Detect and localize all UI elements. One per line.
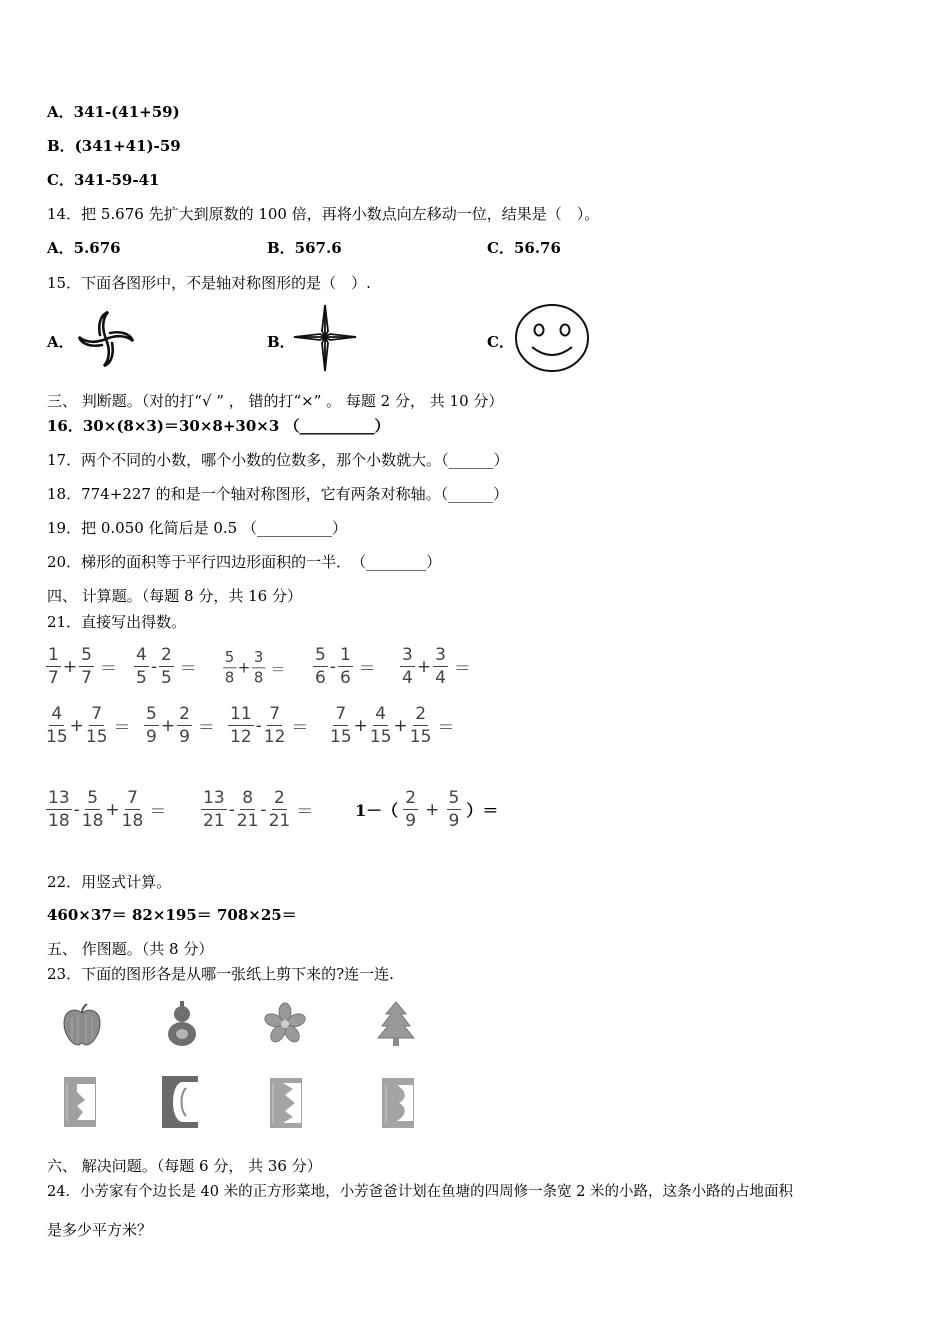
fraction bbox=[330, 703, 352, 748]
paper-cut-1 bbox=[63, 1076, 97, 1128]
numerator: 7 bbox=[335, 704, 347, 724]
denominator: 4 bbox=[402, 668, 413, 688]
denominator: 8 bbox=[224, 669, 235, 687]
numerator: 2 bbox=[415, 704, 427, 724]
equals-sign: ＝ bbox=[437, 718, 455, 738]
q14-option-a: A．5.676 bbox=[47, 239, 121, 257]
operator: - bbox=[329, 656, 336, 677]
paper-cut-3 bbox=[269, 1077, 303, 1129]
numerator: 7 bbox=[127, 788, 138, 808]
paper-cut-4 bbox=[381, 1077, 415, 1129]
operator: + bbox=[62, 656, 78, 677]
numerator: 11 bbox=[230, 704, 252, 724]
cross-icon bbox=[292, 303, 358, 373]
row3-suffix: ）＝ bbox=[466, 801, 499, 820]
denominator: 15 bbox=[46, 727, 68, 747]
equals-sign: ＝ bbox=[179, 659, 197, 679]
section-5-heading: 五、 作图题。（共 8 分） bbox=[47, 940, 214, 958]
q14-option-b: B．567.6 bbox=[267, 239, 342, 257]
numerator: 4 bbox=[136, 645, 147, 665]
fraction bbox=[223, 648, 236, 688]
denominator: 8 bbox=[253, 669, 264, 687]
row2-expression-2 bbox=[144, 703, 217, 748]
fraction bbox=[122, 787, 144, 832]
numerator: 7 bbox=[91, 704, 103, 724]
fraction bbox=[338, 644, 353, 689]
operator: - bbox=[73, 799, 80, 820]
section-3-heading: 三、 判断题。（对的打“√ ” ， 错的打“×” 。 每题 2 分， 共 10 分） bbox=[47, 392, 504, 410]
fraction bbox=[264, 703, 286, 748]
operator: + bbox=[237, 659, 251, 677]
equals-sign: ＝ bbox=[270, 661, 286, 679]
equals-sign: ＝ bbox=[358, 659, 376, 679]
denominator: 6 bbox=[339, 668, 351, 688]
tree-icon bbox=[376, 1000, 416, 1048]
q22-expressions: 460×37＝ 82×195＝ 708×25＝ bbox=[47, 906, 297, 924]
numerator: 2 bbox=[160, 645, 172, 665]
operator: + bbox=[393, 715, 408, 736]
fraction bbox=[86, 703, 108, 748]
fraction bbox=[252, 648, 265, 688]
fraction bbox=[159, 644, 174, 689]
operator: - bbox=[228, 799, 235, 820]
denominator: 15 bbox=[330, 727, 352, 747]
fraction bbox=[313, 644, 328, 689]
q14-option-c: C．56.76 bbox=[487, 239, 561, 257]
numerator: 3 bbox=[253, 648, 264, 667]
paper-cut-2 bbox=[160, 1074, 200, 1130]
apple-icon bbox=[60, 1003, 104, 1047]
operator: + bbox=[105, 799, 120, 820]
q15-stem: 15．下面各图形中，不是轴对称图形的是（ ）. bbox=[47, 274, 371, 292]
q15-label-a: A． bbox=[47, 333, 74, 351]
numerator: 13 bbox=[203, 788, 225, 808]
q13-option-b: B．(341+41)-59 bbox=[47, 137, 181, 155]
denominator: 5 bbox=[136, 668, 147, 688]
q18: 18．774+227 的和是一个轴对称图形，它有两条对称轴。（______） bbox=[47, 485, 509, 503]
numerator: 3 bbox=[435, 645, 446, 665]
numerator: 5 bbox=[81, 645, 92, 665]
denominator: 18 bbox=[81, 811, 104, 831]
equals-sign: ＝ bbox=[113, 718, 131, 738]
flower-icon bbox=[263, 1002, 307, 1046]
denominator: 15 bbox=[85, 727, 108, 747]
numerator: 13 bbox=[48, 788, 70, 808]
denominator: 21 bbox=[268, 811, 291, 831]
denominator: 12 bbox=[263, 727, 286, 747]
numerator: 5 bbox=[224, 648, 235, 667]
denominator: 18 bbox=[121, 811, 144, 831]
pinwheel-icon bbox=[72, 307, 140, 371]
row2-expression-1 bbox=[46, 703, 133, 748]
q22-stem: 22．用竖式计算。 bbox=[47, 873, 172, 891]
operator: + bbox=[353, 715, 368, 736]
row2-expression-4 bbox=[330, 703, 456, 748]
numerator: 3 bbox=[402, 645, 413, 665]
fraction bbox=[269, 787, 291, 832]
numerator: 8 bbox=[242, 788, 254, 808]
fraction bbox=[400, 644, 415, 689]
denominator: 7 bbox=[48, 668, 59, 688]
numerator: 5 bbox=[87, 788, 99, 808]
q23-stem: 23．下面的图形各是从哪一张纸上剪下来的?连一连. bbox=[47, 965, 394, 983]
numerator: 2 bbox=[273, 788, 285, 808]
fraction bbox=[228, 703, 254, 748]
q13-option-c: C．341-59-41 bbox=[47, 171, 160, 189]
denominator: 9 bbox=[146, 727, 157, 747]
row1-expression-4 bbox=[313, 644, 378, 689]
operator: + bbox=[160, 715, 176, 736]
row3-prefix: 1－（ bbox=[355, 801, 399, 820]
denominator: 12 bbox=[230, 727, 252, 747]
denominator: 21 bbox=[203, 811, 225, 831]
q15-label-b: B． bbox=[267, 333, 295, 351]
fraction bbox=[79, 644, 94, 689]
section-4-heading: 四、 计算题。（每题 8 分，共 16 分） bbox=[47, 587, 302, 605]
row3-expression-1 bbox=[46, 787, 168, 832]
equals-sign: ＝ bbox=[296, 802, 314, 822]
fraction bbox=[46, 787, 72, 832]
operator: + bbox=[416, 656, 432, 677]
fraction bbox=[201, 787, 227, 832]
row1-expression-2 bbox=[134, 644, 199, 689]
fraction bbox=[134, 644, 149, 689]
q15-label-c: C． bbox=[487, 333, 514, 351]
denominator: 15 bbox=[369, 727, 392, 747]
q24-line-1: 24．小芳家有个边长是 40 米的正方形菜地，小芳爸爸计划在鱼塘的四周修一条宽 2 米的小路，这条小路的占地面积 bbox=[47, 1184, 794, 1200]
fraction: $\frac{2}{9}$ bbox=[405, 788, 417, 831]
fraction bbox=[82, 787, 104, 832]
denominator: 6 bbox=[315, 668, 326, 688]
denominator: 21 bbox=[236, 811, 259, 831]
row1-expression-3 bbox=[223, 648, 287, 688]
numerator: 1 bbox=[339, 645, 351, 665]
equals-sign: ＝ bbox=[291, 718, 309, 738]
smiley-icon bbox=[514, 303, 592, 373]
fraction: $\frac{5}{9}$ bbox=[448, 788, 460, 831]
fraction bbox=[370, 703, 392, 748]
equals-sign: ＝ bbox=[99, 659, 117, 679]
fraction bbox=[46, 644, 61, 689]
fraction bbox=[237, 787, 259, 832]
fraction bbox=[410, 703, 432, 748]
equals-sign: ＝ bbox=[453, 659, 471, 679]
denominator: 18 bbox=[48, 811, 70, 831]
row1-expression-5 bbox=[400, 644, 473, 689]
operator: - bbox=[260, 799, 267, 820]
denominator: 9 bbox=[179, 727, 190, 747]
denominator: 5 bbox=[160, 668, 172, 688]
numerator: 5 bbox=[315, 645, 326, 665]
operator: + bbox=[69, 715, 84, 736]
q19: 19．把 0.050 化简后是 0.5 （__________） bbox=[47, 519, 347, 537]
operator: - bbox=[150, 656, 157, 677]
gourd-icon bbox=[164, 1000, 200, 1048]
row1-expression-1 bbox=[46, 644, 119, 689]
fraction bbox=[144, 703, 159, 748]
numerator: 4 bbox=[51, 704, 63, 724]
denominator: 4 bbox=[435, 668, 446, 688]
q24-line-2: 是多少平方米？ bbox=[47, 1221, 153, 1239]
fraction bbox=[46, 703, 68, 748]
fraction bbox=[177, 703, 192, 748]
operator: - bbox=[255, 715, 262, 736]
operator: + bbox=[425, 799, 440, 820]
row3-expression-3 bbox=[355, 787, 498, 832]
q14-stem: 14．把 5.676 先扩大到原数的 100 倍，再将小数点向左移动一位，结果是（ ）。 bbox=[47, 205, 600, 223]
q16: 16．30×(8×3)＝30×8+30×3 （__________） bbox=[47, 417, 390, 435]
q21-stem: 21．直接写出得数。 bbox=[47, 613, 187, 631]
denominator: 15 bbox=[409, 727, 432, 747]
numerator: 5 bbox=[146, 704, 157, 724]
equals-sign: ＝ bbox=[197, 718, 215, 738]
equals-sign: ＝ bbox=[149, 802, 167, 822]
denominator: 7 bbox=[81, 668, 92, 688]
numerator: 7 bbox=[269, 704, 281, 724]
q20: 20．梯形的面积等于平行四边形面积的一半． （________） bbox=[47, 553, 442, 571]
q13-option-a: A．341-(41+59) bbox=[47, 103, 180, 121]
numerator: 2 bbox=[179, 704, 190, 724]
fraction bbox=[433, 644, 448, 689]
row3-expression-2 bbox=[201, 787, 315, 832]
section-6-heading: 六、 解决问题。（每题 6 分， 共 36 分） bbox=[47, 1157, 322, 1175]
numerator: 4 bbox=[375, 704, 387, 724]
numerator: 1 bbox=[48, 645, 59, 665]
q17: 17．两个不同的小数，哪个小数的位数多，那个小数就大。（______） bbox=[47, 451, 509, 469]
row2-expression-3 bbox=[228, 703, 310, 748]
